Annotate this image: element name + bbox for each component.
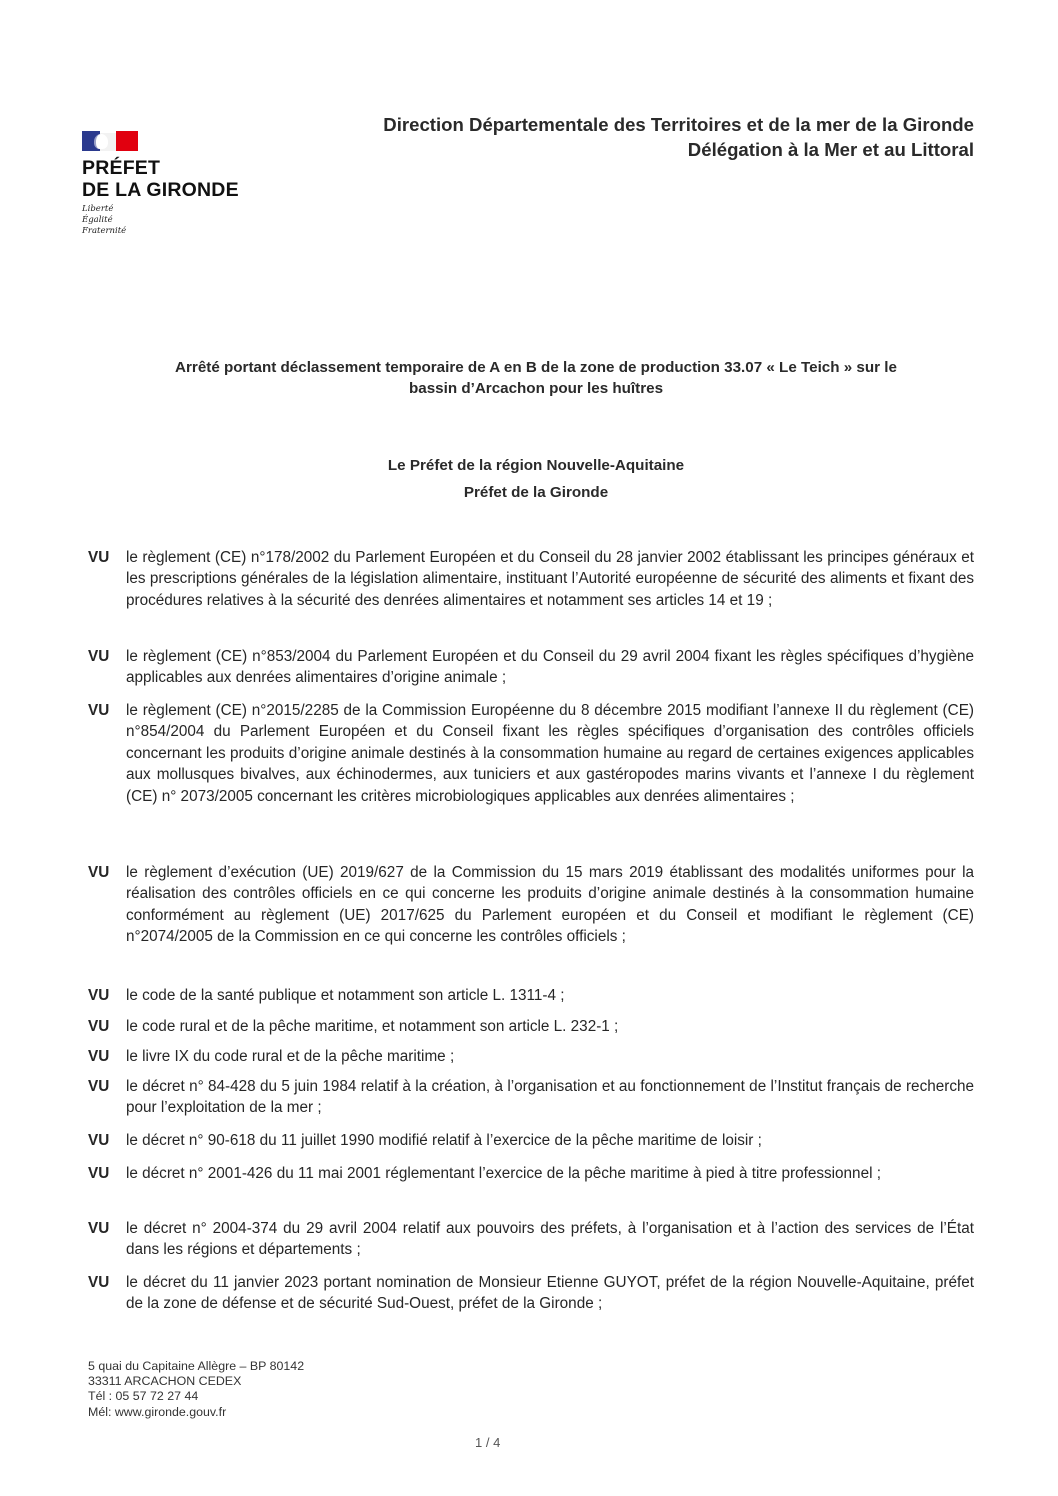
logo-line-1: PRÉFET: [82, 157, 161, 179]
vu-label: VU: [88, 1165, 110, 1182]
authority-line-2: Préfet de la Gironde: [463, 484, 609, 501]
motto-liberte: Liberté: [82, 204, 114, 214]
vu-item: [88, 700, 974, 807]
footer-phone: Tél : 05 57 72 27 44: [88, 1389, 199, 1404]
vu-label: VU: [88, 987, 110, 1004]
vu-item: [88, 547, 974, 611]
vu-item: [88, 1130, 974, 1151]
footer-address: 5 quai du Capitaine Allègre – BP 80142: [88, 1359, 305, 1373]
footer-city: 33311 ARCACHON CEDEX: [88, 1374, 242, 1389]
decree-title-line-2: bassin d’Arcachon pour les huîtres: [408, 380, 664, 397]
vu-item: [88, 646, 974, 689]
vu-label: VU: [88, 1132, 110, 1149]
vu-label: VU: [88, 1048, 110, 1065]
decree-title: [80, 357, 992, 399]
vu-text: le décret n° 2004-374 du 29 avril 2004 relatif aux pouvoirs des préfets, à l’organisation et à l’action des services de l’État dans les régions et départements ;: [126, 1220, 974, 1259]
vu-label: VU: [88, 1274, 110, 1291]
vu-label: VU: [88, 549, 110, 566]
authority-block: [80, 452, 992, 506]
vu-text: le décret n° 2001-426 du 11 mai 2001 réglementant l’exercice de la pêche maritime à pied à titre professionnel ;: [126, 1165, 881, 1182]
prefet-logo: [82, 131, 272, 237]
vu-label: VU: [88, 864, 110, 881]
page-number: 1 / 4: [475, 1435, 501, 1450]
vu-item: [88, 1272, 974, 1315]
logo-motto: [82, 204, 272, 237]
vu-text: le livre IX du code rural et de la pêche maritime ;: [126, 1048, 455, 1065]
vu-text: le règlement (CE) n°853/2004 du Parlement Européen et du Conseil du 29 avril 2004 fixant les règles spécifiques d’hygiène applicables aux denrées alimentaires d’origine animale ;: [126, 648, 974, 687]
vu-item: [88, 1046, 974, 1067]
motto-egalite: Égalité: [82, 215, 113, 225]
vu-label: VU: [88, 1078, 110, 1095]
motto-fraternite: Fraternité: [82, 226, 127, 236]
department-name: Direction Départementale des Territoires et de la mer de la Gironde: [383, 114, 974, 135]
vu-item: [88, 985, 974, 1006]
vu-label: VU: [88, 1018, 110, 1035]
vu-label: VU: [88, 648, 110, 665]
vu-text: le code de la santé publique et notamment son article L. 1311-4 ;: [126, 987, 565, 1004]
issuing-department: [383, 112, 974, 162]
vu-text: le règlement d’exécution (UE) 2019/627 de la Commission du 15 mars 2019 établissant des modalités uniformes pour la réalisation des contrôles officiels en ce qui concerne les produits d’origine animale destinés à la consommation humaine conformément au règlement (UE) 2017/625 du Parlement européen et du Conseil et modifiant le règlement (CE) n°2074/2005 de la Commission en ce qui concerne les contrôles officiels ;: [126, 864, 974, 946]
vu-item: [88, 1218, 974, 1261]
vu-item: [88, 1016, 974, 1037]
vu-text: le règlement (CE) n°178/2002 du Parlement Européen et du Conseil du 28 janvier 2002 établissant les principes généraux et les prescriptions générales de la législation alimentaire, instituant l’Autorité européenne de sécurité des aliments et fixant des procédures relatives à la sécurité des denrées alimentaires et notamment ses articles 14 et 19 ;: [126, 549, 974, 609]
footer-web: Mél: www.gironde.gouv.fr: [88, 1404, 227, 1419]
vu-label: VU: [88, 1220, 110, 1237]
vu-text: le décret n° 84-428 du 5 juin 1984 relatif à la création, à l’organisation et au fonctionnement de l’Institut français de recherche pour l’exploitation de la mer ;: [126, 1078, 974, 1117]
vu-text: le décret du 11 janvier 2023 portant nomination de Monsieur Etienne GUYOT, préfet de la région Nouvelle-Aquitaine, préfet de la zone de défense et de sécurité Sud-Ouest, préfet de la Gironde ;: [126, 1274, 974, 1313]
logo-title: [82, 157, 272, 201]
delegation-name: Délégation à la Mer et au Littoral: [687, 139, 974, 160]
authority-line-1: Le Préfet de la région Nouvelle-Aquitaine: [387, 457, 685, 474]
vu-item: [88, 1163, 974, 1184]
vu-text: le code rural et de la pêche maritime, et notamment son article L. 232-1 ;: [126, 1018, 619, 1035]
vu-item: [88, 1076, 974, 1119]
marianne-flag-icon: [82, 131, 138, 151]
vu-text: le décret n° 90-618 du 11 juillet 1990 modifié relatif à l’exercice de la pêche maritime de loisir ;: [126, 1132, 762, 1149]
vu-label: VU: [88, 702, 110, 719]
logo-line-2: DE LA GIRONDE: [82, 179, 239, 201]
address-footer: [88, 1359, 304, 1420]
vu-item: [88, 862, 974, 948]
decree-title-line-1: Arrêté portant déclassement temporaire de A en B de la zone de production 33.07 « Le Teich » sur le: [175, 359, 897, 376]
vu-text: le règlement (CE) n°2015/2285 de la Commission Européenne du 8 décembre 2015 modifiant l’annexe II du règlement (CE) n°854/2004 du Parlement Européen et du Conseil fixant les règles spécifiques d’organisation des contrôles officiels concernant les produits d’origine animale destinés à la consommation humaine au regard de certaines exigences applicables aux mollusques bivalves, aux échinodermes, aux tuniciers et aux gastéropodes marins vivants et l’annexe I du règlement (CE) n° 2073/2005 concernant les critères microbiologiques applicables aux denrées alimentaires ;: [126, 702, 974, 805]
